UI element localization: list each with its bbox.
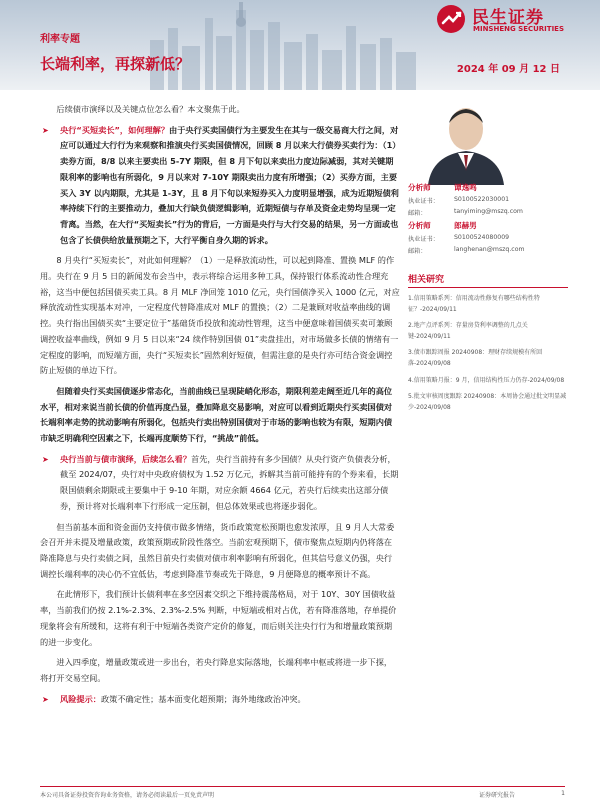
bullet-arrow-icon: ➤ <box>42 125 49 135</box>
risk-paragraph <box>40 692 400 708</box>
email-link[interactable]: tanyiming@mszq.com <box>454 208 523 215</box>
email-label: 邮箱： <box>408 210 427 217</box>
paragraph-6: 在此情形下，我们预计长债利率在多空因素交织之下维持震荡格局，对于 10Y、30Y 国债收益率，当前我们仍按 2.1%-2.3%、2.3%-2.5% 判断，中短端或相对占优，若有降准落地，存单提价现象将会有所缓和，这将有利于中短端各类资产定价的修复，而后则关注央行行为和增量政策预期的进一步变化。 <box>40 589 397 647</box>
related-research <box>408 272 568 419</box>
footer-divider <box>40 786 565 787</box>
paragraph-7: 进入四季度，增量政策或进一步出台，若央行降息实际落地，长端利率中枢或将进一步下探，将打开交易空间。 <box>40 657 393 683</box>
brand-logo <box>432 0 582 40</box>
email-link[interactable]: langhenan@mszq.com <box>454 246 525 253</box>
bullet-arrow-icon: ➤ <box>42 454 49 464</box>
brand-name-cn: 民生证券 <box>472 8 544 28</box>
bullet-arrow-icon: ➤ <box>42 694 49 704</box>
bullet-paragraph-2 <box>40 452 400 515</box>
paragraph-5: 但当前基本面和资金面仍支持债市做多情绪，货币政策宽松预期也愈发浓厚，且 9 月人大常委会召开并未提及增量政策，政策预期或阶段性落空。当前宏观预期下，债市聚焦点短期内仍将落在降准降息与央行卖债之间，虽然目前央行卖债对债市利率影响有所弱化，但其信号意义仍强，央行调控长端利率的决心仍不宜低估，考虑到降准节奏或先于降息，9 月便降息的概率预计不高。 <box>40 521 395 579</box>
paragraph-3: 但随着央行买卖国债逐步常态化，当前曲线已呈现陡峭化形态，期限利差走阔至近几年的高位水平，相对来说当前长债的价值再度凸显，叠加降息交易影响，对应可以看到近期央行买卖国债对长端利率走势的扰动影响有所弱化，包括央行卖出特别国债对于市场的影响也较为有限，短期内债市缺乏明确利空因素之下，长端再度顺势下行，“挑战”前低。 <box>40 385 393 444</box>
related-list <box>408 294 568 413</box>
cert-number: S0100524080009 <box>454 234 510 241</box>
related-item[interactable]: 2.地产点评系列：存量房贷利率调整的几点关键-2024/09/11 <box>408 322 528 340</box>
analyst-photo <box>420 97 512 185</box>
report-category-tag: 利率专题 <box>40 34 80 45</box>
footer-report-type: 证券研究报告 <box>478 792 515 799</box>
bullet-2-lead: 央行当前与债市演绎，后续怎么看？ <box>60 453 192 464</box>
bullet-paragraph-1 <box>40 123 400 249</box>
bullet-1-body: 由于央行买卖国债行为主要发生在其与一级交易商大行之间，对应可以通过大行行为来观察和推演央行买卖国债情况，回顾 8 月以来大行债券买卖行为：（1）卖券方面，8/8 以来主要卖出 5-7Y 期限，但 8 月下旬以来卖出力度边际减弱，其对关键期限利率的影响也有所弱化，9 月以来对 7-10Y 期限卖出力度有所增强；（2）买券方面，主要买入 3Y 以内期限，尤其是 1-3Y，且 8 月下旬以来短券买入力度明显增强，成为近期短债利率持续下行的主要推动力，叠加大行缺负债逻辑影响，近期短债与存单及资金走势均呈现一定背离。当然，在大行“买短卖长”行为的背后，一方面是央行与大行交易的结果，另一方面或也包含了长债供给放量预期之下，大行平衡自身久期的诉求。 <box>60 124 399 245</box>
related-item[interactable]: 5.批文审核周度跟踪 20240908：本周协会通过批文明显减少-2024/09/08 <box>408 393 567 411</box>
intro-paragraph: 后续债市演绎以及关键点位怎么看？本文聚焦于此。 <box>56 104 245 114</box>
risk-body: 政策不确定性；基本面变化超预期；海外地缘政治冲突。 <box>100 693 306 704</box>
bullet-1-lead: 央行“买短卖长”，如何理解？ <box>60 124 170 135</box>
report-date: 2024 年 09 月 12 日 <box>456 64 560 75</box>
cert-label: 执业证书： <box>408 236 439 243</box>
footer-disclaimer: 本公司具备证券投资咨询业务资格，请务必阅读最后一页免责声明 <box>40 792 215 799</box>
risk-lead: 风险提示： <box>60 693 101 704</box>
related-item[interactable]: 3.债市跟踪周报 20240908：理财存续规模有所回落-2024/09/08 <box>408 349 543 367</box>
related-item[interactable]: 1.信用策略系列：信用流动性修复有哪些结构性特征？-2024/09/11 <box>408 295 540 313</box>
related-heading: 相关研究 <box>408 272 568 288</box>
analyst-name: 郎赫男 <box>454 221 477 230</box>
related-item[interactable]: 4.信用策略月报：9 月，信用结构性压力仍存-2024/09/08 <box>408 376 565 384</box>
paragraph-2: 8 月央行“买短卖长”，对此如何理解？（1）一是释放流动性，可以起到降准、置换 MLF 的作用。央行在 9 月 5 日的新闻发布会当中，表示将综合运用多种工具，保持银行体系流动性合理充裕，这当中便包括国债买卖工具。8 月 MLF 净回笼 1010 亿元，央行国债净买入 1000 亿元，对应释放流动性实现基本对冲，一定程度代替降准成对 MLF 的置换；（2）二是兼顾对收益率曲线的调控。央行指出国债买卖“主要定位于”基础货币投放和流动性管理，这当中便意味着国债买卖可兼顾调控收益率曲线，例如 9 月 5 日以来“24 续作特别国债 01”卖盘挂出，对市场做多长债的情绪有一定程度的影响，而短端方面，央行“买短卖长”固然利好短债，但需注意的是央行亦可结合资金调控防止短债的单边下行。 <box>40 255 400 376</box>
email-label: 邮箱： <box>408 248 427 255</box>
minsheng-logo-icon <box>436 4 466 34</box>
brand-name-en: MINSHENG SECURITIES <box>473 25 564 33</box>
analyst-name: 谭逸鸣 <box>454 183 477 192</box>
header-banner <box>0 0 600 90</box>
report-title: 长端利率，再探新低？ <box>40 55 191 73</box>
cert-number: S0100522030001 <box>454 196 510 203</box>
main-content <box>40 102 400 712</box>
page-number: 1 <box>561 790 565 797</box>
analyst-role: 分析师 <box>408 183 431 192</box>
bullet-2-body: 首先，央行当前持有多少国债？从央行资产负债表分析，截至 2024/07，央行对中央政府债权为 1.52 万亿元，拆解其当前可能持有的个券来看，长期限国债剩余期限或主要集中于 9-10 年期，对应余额 4664 亿元，若央行后续卖出这部分债券，预计将对长端利率下行形成一定压制，但总体效果或也将逐步弱化。 <box>60 453 399 511</box>
cert-label: 执业证书： <box>408 198 439 205</box>
analyst-role: 分析师 <box>408 221 431 230</box>
